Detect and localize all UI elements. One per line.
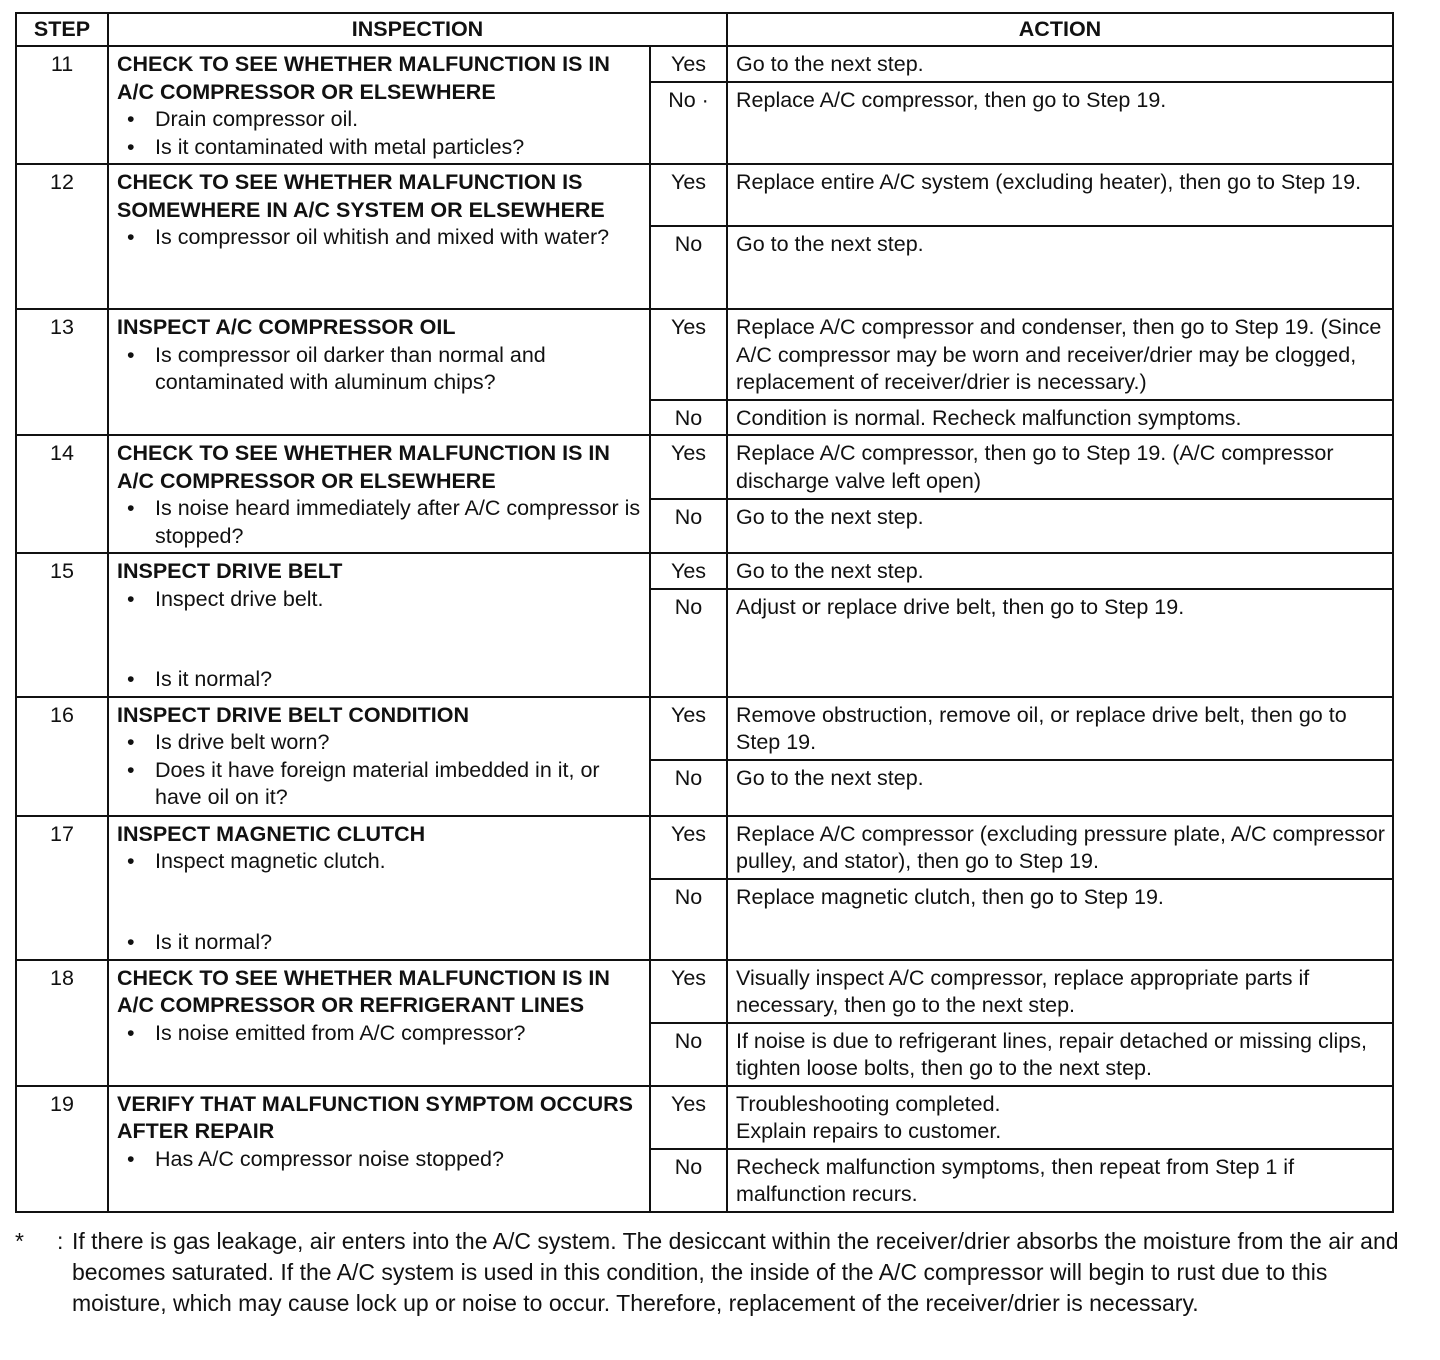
step-row-yes (16, 309, 1393, 400)
yes-action: Remove obstruction, remove oil, or replace drive belt, then go to Step 19. (727, 697, 1393, 760)
inspection-bullets (117, 106, 643, 161)
no-label: No (650, 1149, 727, 1212)
step-row-yes (16, 164, 1393, 226)
step-column-header: STEP (16, 13, 108, 46)
yes-label: Yes (650, 553, 727, 589)
step-number: 19 (16, 1086, 108, 1212)
inspection-bullets (117, 586, 643, 694)
inspection-bullets (117, 848, 643, 956)
inspection-bullet: • Is compressor oil darker than normal and contaminated with aluminum chips? (117, 342, 643, 397)
troubleshooting-table (15, 12, 1394, 1213)
step-row-yes (16, 553, 1393, 589)
yes-label: Yes (650, 46, 727, 82)
inspection-title: CHECK TO SEE WHETHER MALFUNCTION IS IN A/C COMPRESSOR OR ELSEWHERE (117, 52, 610, 104)
no-label: No (650, 760, 727, 816)
action-column-header: ACTION (727, 13, 1393, 46)
yes-label: Yes (650, 435, 727, 499)
yes-label: Yes (650, 1086, 727, 1149)
no-label: No (650, 879, 727, 960)
inspection-bullet: • Is drive belt worn? (117, 729, 643, 757)
footnote-colon: : (57, 1228, 64, 1254)
inspection-title: INSPECT A/C COMPRESSOR OIL (117, 315, 456, 339)
inspection-cell (108, 553, 650, 697)
footnote-asterisk: * (15, 1228, 24, 1254)
inspection-cell (108, 309, 650, 435)
step-number: 12 (16, 164, 108, 309)
inspection-bullet: • Does it have foreign material imbedded in it, or have oil on it? (117, 757, 643, 812)
inspection-bullet: • Is noise emitted from A/C compressor? (117, 1020, 643, 1048)
inspection-bullet: • Drain compressor oil. (117, 106, 643, 134)
inspection-cell (108, 960, 650, 1086)
yes-action: Replace A/C compressor and condenser, then go to Step 19. (Since A/C compressor may be worn and receiver/drier may be clogged, replacement of receiver/drier is necessary.) (727, 309, 1393, 400)
no-action: If noise is due to refrigerant lines, repair detached or missing clips, tighten loose bolts, then go to the next step. (727, 1023, 1393, 1086)
step-number: 17 (16, 816, 108, 960)
inspection-bullet: • Inspect drive belt. (117, 586, 643, 614)
yes-action: Visually inspect A/C compressor, replace appropriate parts if necessary, then go to the next step. (727, 960, 1393, 1023)
inspection-column-header: INSPECTION (108, 13, 727, 46)
inspection-cell (108, 46, 650, 164)
inspection-title: INSPECT DRIVE BELT CONDITION (117, 702, 469, 727)
inspection-title: INSPECT DRIVE BELT (117, 559, 343, 583)
no-action: Adjust or replace drive belt, then go to Step 19. (727, 589, 1393, 697)
yes-label: Yes (650, 960, 727, 1023)
no-action: Condition is normal. Recheck malfunction symptoms. (727, 400, 1393, 436)
step-number: 13 (16, 309, 108, 435)
inspection-cell (108, 1086, 650, 1212)
no-label: No (650, 400, 727, 436)
no-action: Go to the next step. (727, 226, 1393, 309)
step-number: 11 (16, 46, 108, 164)
no-label: No (650, 589, 727, 697)
troubleshooting-sheet (15, 12, 1392, 1213)
yes-action: Go to the next step. (727, 46, 1393, 82)
no-label: No (650, 1023, 727, 1086)
yes-action: Go to the next step. (727, 553, 1393, 589)
footnote (15, 1226, 1415, 1319)
step-row-yes (16, 960, 1393, 1023)
inspection-title: CHECK TO SEE WHETHER MALFUNCTION IS SOMEWHERE IN A/C SYSTEM OR ELSEWHERE (117, 170, 605, 222)
inspection-bullets (117, 729, 643, 812)
step-row-yes (16, 1086, 1393, 1149)
step-number: 16 (16, 697, 108, 816)
yes-label: Yes (650, 697, 727, 760)
step-number: 15 (16, 553, 108, 697)
inspection-bullets (117, 1020, 643, 1048)
step-row-yes (16, 435, 1393, 499)
inspection-cell (108, 435, 650, 553)
step-row-yes (16, 697, 1393, 760)
inspection-bullet: • Is it normal? (117, 666, 643, 694)
inspection-bullet: • Is it normal? (117, 929, 643, 957)
inspection-bullet: • Is it contaminated with metal particles? (117, 134, 643, 162)
no-action: Go to the next step. (727, 760, 1393, 816)
footnote-text: If there is gas leakage, air enters into the A/C system. The desiccant within the receiver/drier absorbs the moisture from the air and becomes saturated. If the A/C system is used in this condition, the inside of the A/C compressor will begin to rust due to this moisture, which may cause lock up or noise to occur. Therefore, replacement of the receiver/drier is necessary. (72, 1228, 1399, 1316)
yes-action: Replace A/C compressor, then go to Step 19. (A/C compressor discharge valve left open) (727, 435, 1393, 499)
inspection-bullets (117, 224, 643, 252)
inspection-bullet: • Is compressor oil whitish and mixed with water? (117, 224, 643, 252)
yes-label: Yes (650, 164, 727, 226)
table-header-row (16, 13, 1393, 46)
yes-label: Yes (650, 309, 727, 400)
no-action: Replace magnetic clutch, then go to Step 19. (727, 879, 1393, 960)
inspection-title: VERIFY THAT MALFUNCTION SYMPTOM OCCURS AFTER REPAIR (117, 1091, 633, 1143)
yes-label: Yes (650, 816, 727, 879)
step-number: 14 (16, 435, 108, 553)
step-row-yes (16, 816, 1393, 879)
inspection-cell (108, 697, 650, 816)
inspection-title: CHECK TO SEE WHETHER MALFUNCTION IS IN A/C COMPRESSOR OR REFRIGERANT LINES (117, 965, 610, 1017)
inspection-cell (108, 816, 650, 960)
inspection-bullet: • Has A/C compressor noise stopped? (117, 1146, 643, 1174)
table-body (16, 46, 1393, 1212)
inspection-bullet: • Inspect magnetic clutch. (117, 848, 643, 876)
step-row-yes (16, 46, 1393, 82)
inspection-title: INSPECT MAGNETIC CLUTCH (117, 821, 426, 846)
yes-action: Replace A/C compressor (excluding pressure plate, A/C compressor pulley, and stator), then go to Step 19. (727, 816, 1393, 879)
inspection-title: CHECK TO SEE WHETHER MALFUNCTION IS IN A/C COMPRESSOR OR ELSEWHERE (117, 441, 610, 493)
inspection-bullets (117, 342, 643, 397)
step-number: 18 (16, 960, 108, 1086)
no-action: Replace A/C compressor, then go to Step 19. (727, 82, 1393, 164)
inspection-cell (108, 164, 650, 309)
no-label: No · (650, 82, 727, 164)
no-action: Recheck malfunction symptoms, then repeat from Step 1 if malfunction recurs. (727, 1149, 1393, 1212)
yes-action: Replace entire A/C system (excluding heater), then go to Step 19. (727, 164, 1393, 226)
inspection-bullet: • Is noise heard immediately after A/C compressor is stopped? (117, 495, 643, 550)
no-label: No (650, 226, 727, 309)
no-label: No (650, 499, 727, 553)
inspection-bullets (117, 1146, 643, 1174)
no-action: Go to the next step. (727, 499, 1393, 553)
yes-action: Troubleshooting completed. Explain repairs to customer. (727, 1086, 1393, 1149)
inspection-bullets (117, 495, 643, 550)
